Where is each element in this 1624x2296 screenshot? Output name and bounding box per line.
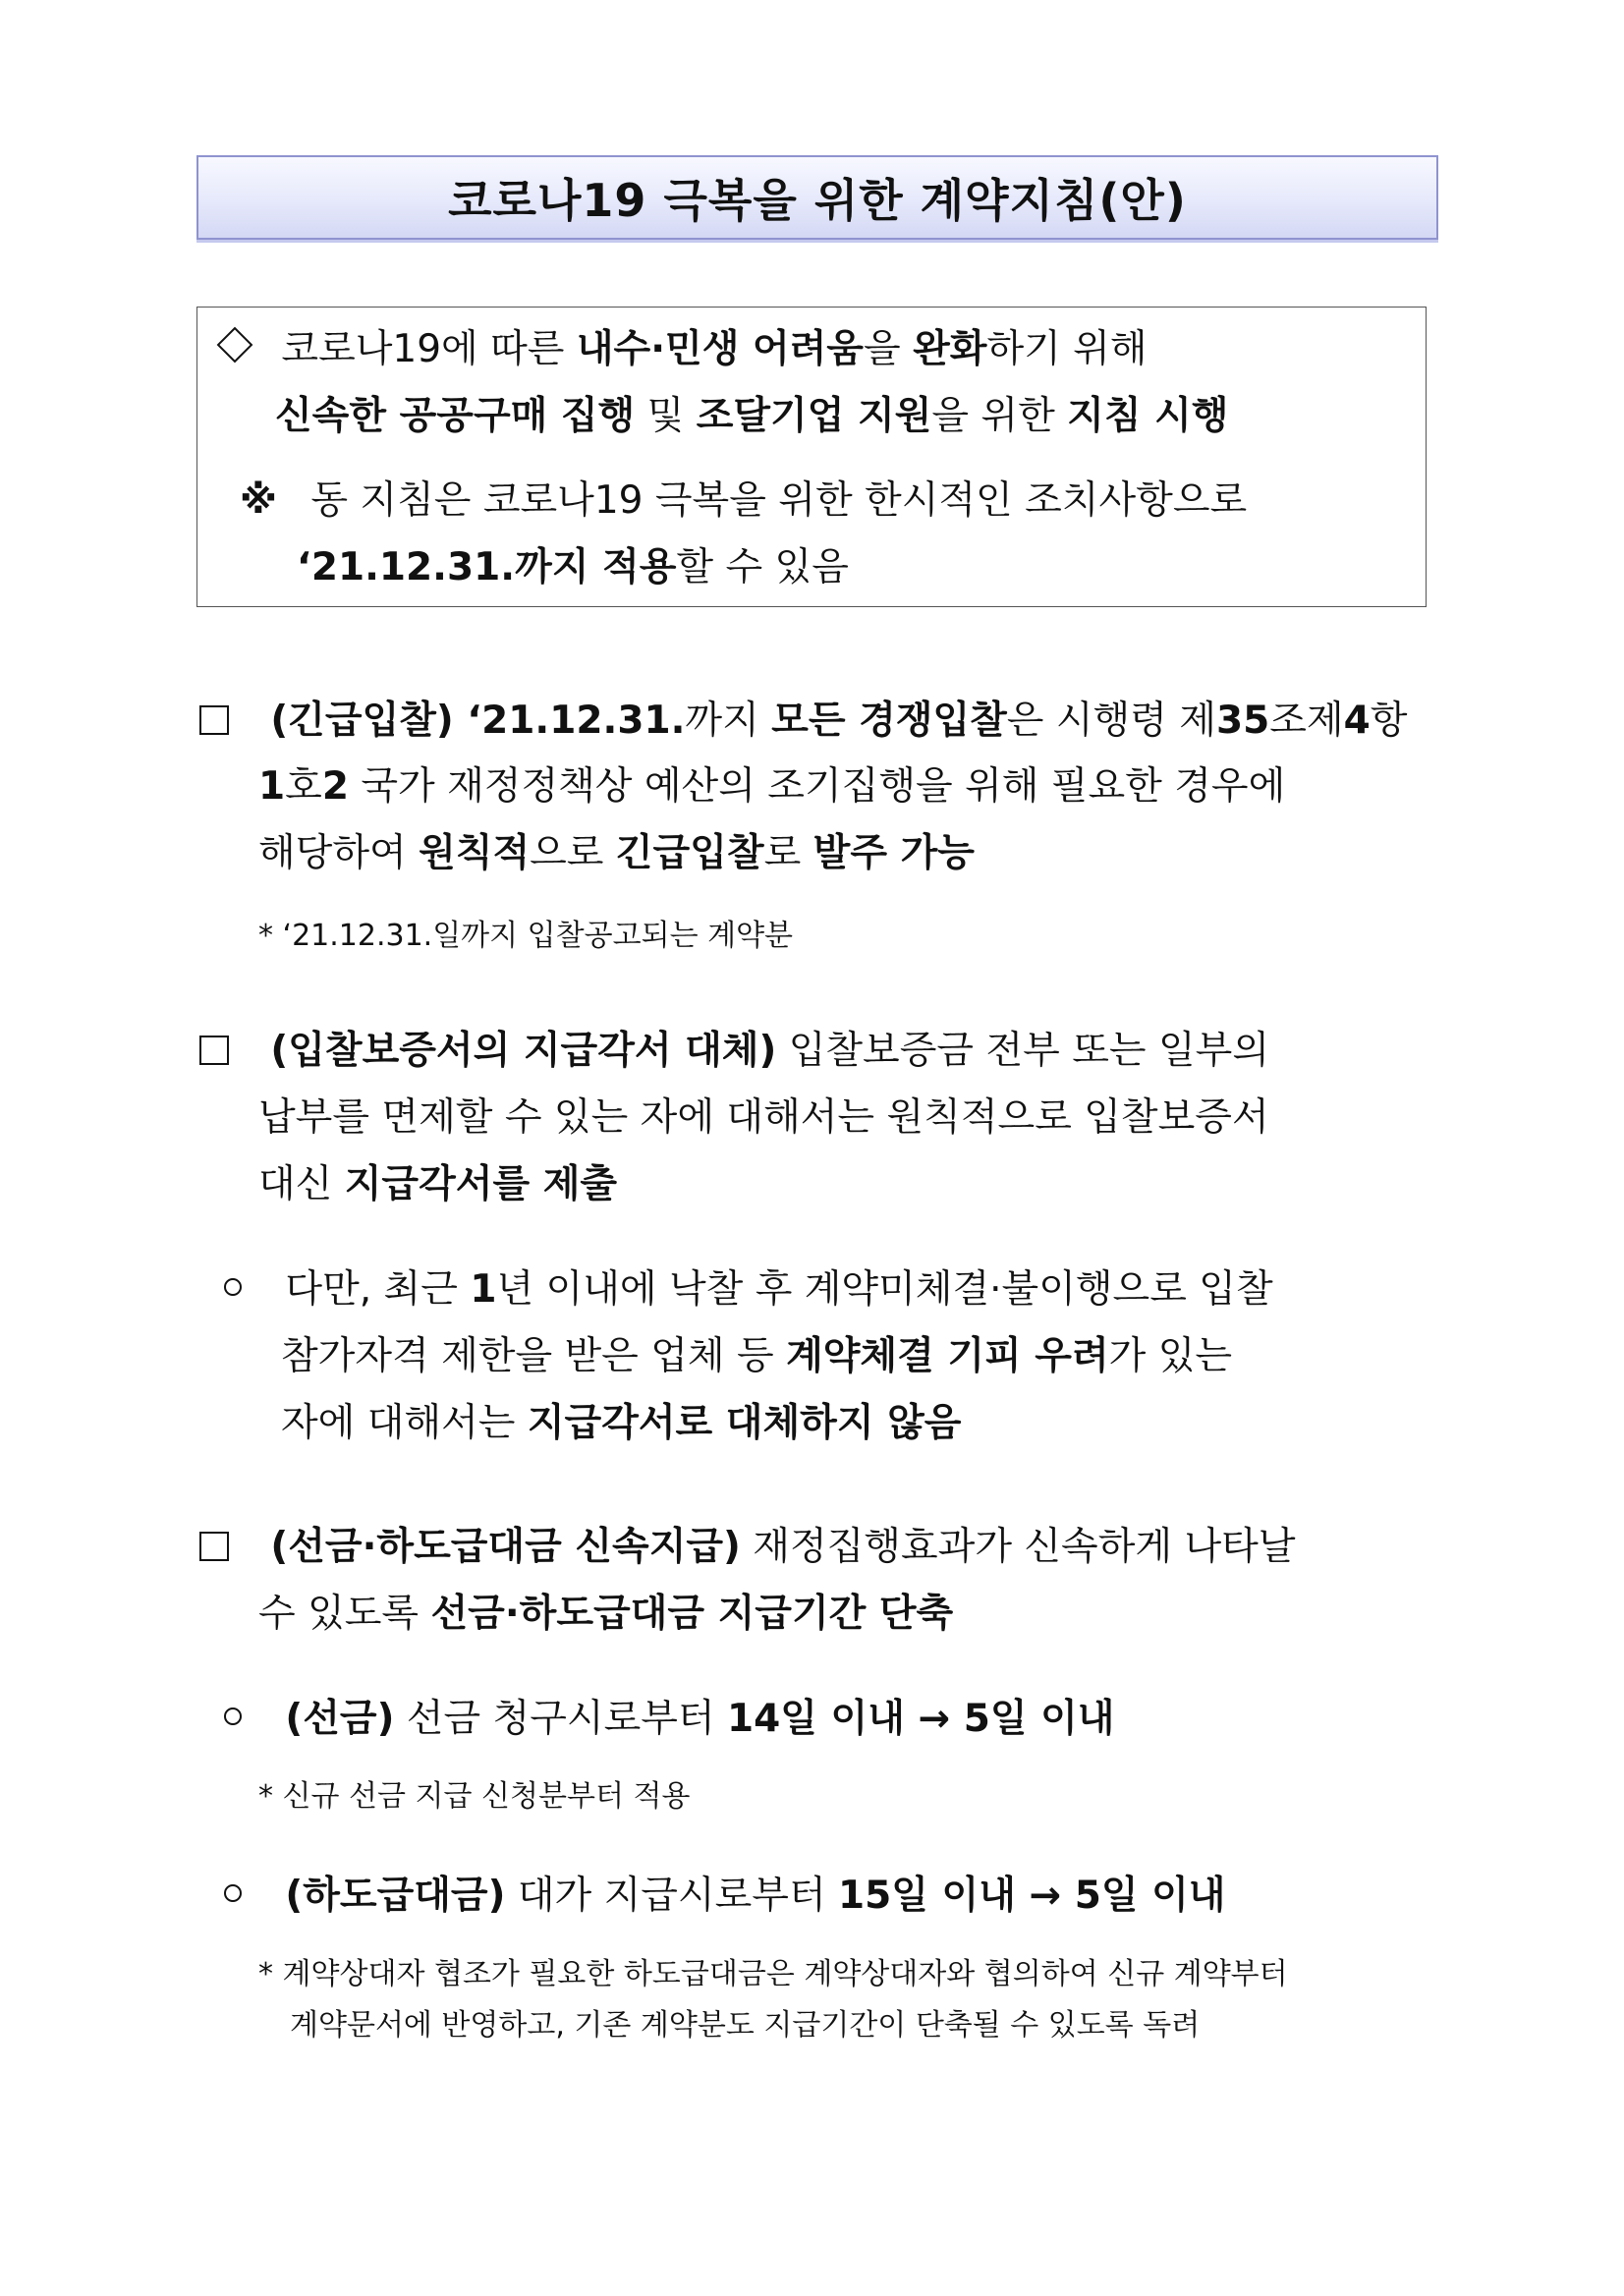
summary-note-line: ※ 동 지침은 코로나19 극복을 위한 한시적인 조치사항으로 [240,478,1248,523]
section-1-line-3: 해당하여 원칙적으로 긴급입찰로 발주 가능 [258,831,975,875]
document-title-banner [196,155,1438,240]
reference-mark-icon: ※ [240,478,277,523]
section-2-sub-line-2: 참가자격 제한을 받은 업체 등 계약체결 기피 우려가 있는 [281,1334,1233,1378]
summary-line-4: ‘21.12.31.까지 적용할 수 있음 [297,545,849,589]
section-3-line-2: 수 있도록 선금·하도급대금 지급기간 단축 [258,1592,954,1636]
section-3-sub-2-note-1: * 계약상대자 협조가 필요한 하도급대금은 계약상대자와 협의하여 신규 계약부터 [258,1957,1288,1991]
section-3-sub-1-line: (선금) 선금 청구시로부터 14일 이내 → 5일 이내 [224,1700,1114,1738]
circle-bullet-icon [224,1884,242,1902]
section-3-sub-1-note: * 신규 선금 지급 신청분부터 적용 [258,1779,691,1814]
document-title: 코로나19 극복을 위한 계약지침(안) [448,174,1187,227]
checkbox-square-icon [199,705,229,735]
section-2-line-2: 납부를 면제할 수 있는 자에 대해서는 원칙적으로 입찰보증서 [258,1095,1269,1140]
section-2-sub-line-3: 자에 대해서는 지급각서로 대체하지 않음 [281,1401,962,1445]
section-1-note: * ‘21.12.31.일까지 입찰공고되는 계약분 [258,919,794,953]
section-1-line-2: 1호2 국가 재정정책상 예산의 조기집행을 위해 필요한 경우에 [258,764,1286,809]
section-2-line-3: 대신 지급각서를 제출 [258,1162,618,1206]
circle-bullet-icon [224,1278,242,1296]
section-3-sub-2-note-2: 계약문서에 반영하고, 기존 계약분도 지급기간이 단축될 수 있도록 독려 [290,2008,1201,2043]
summary-line-1: 코로나19에 따른 내수·민생 어려움을 완화하기 위해 [218,330,1148,368]
section-3-line-1: (선금·하도급대금 신속지급) 재정집행효과가 신속하게 나타날 [199,1528,1296,1566]
checkbox-square-icon [199,1532,229,1561]
section-2-sub-line-1: 다만, 최근 1년 이내에 낙찰 후 계약미체결·불이행으로 입찰 [224,1270,1273,1309]
diamond-bullet-icon [217,327,253,364]
checkbox-square-icon [199,1036,229,1065]
section-1-line-1: (긴급입찰) ‘21.12.31.까지 모든 경쟁입찰은 시행령 제35조제4항 [199,701,1407,740]
section-3-sub-2-line: (하도급대금) 대가 지급시로부터 15일 이내 → 5일 이내 [224,1876,1225,1915]
summary-line-2: 신속한 공공구매 집행 및 조달기업 지원을 위한 지침 시행 [275,394,1229,438]
section-2-line-1: (입찰보증서의 지급각서 대체) 입찰보증금 전부 또는 일부의 [199,1032,1269,1070]
circle-bullet-icon [224,1708,242,1725]
